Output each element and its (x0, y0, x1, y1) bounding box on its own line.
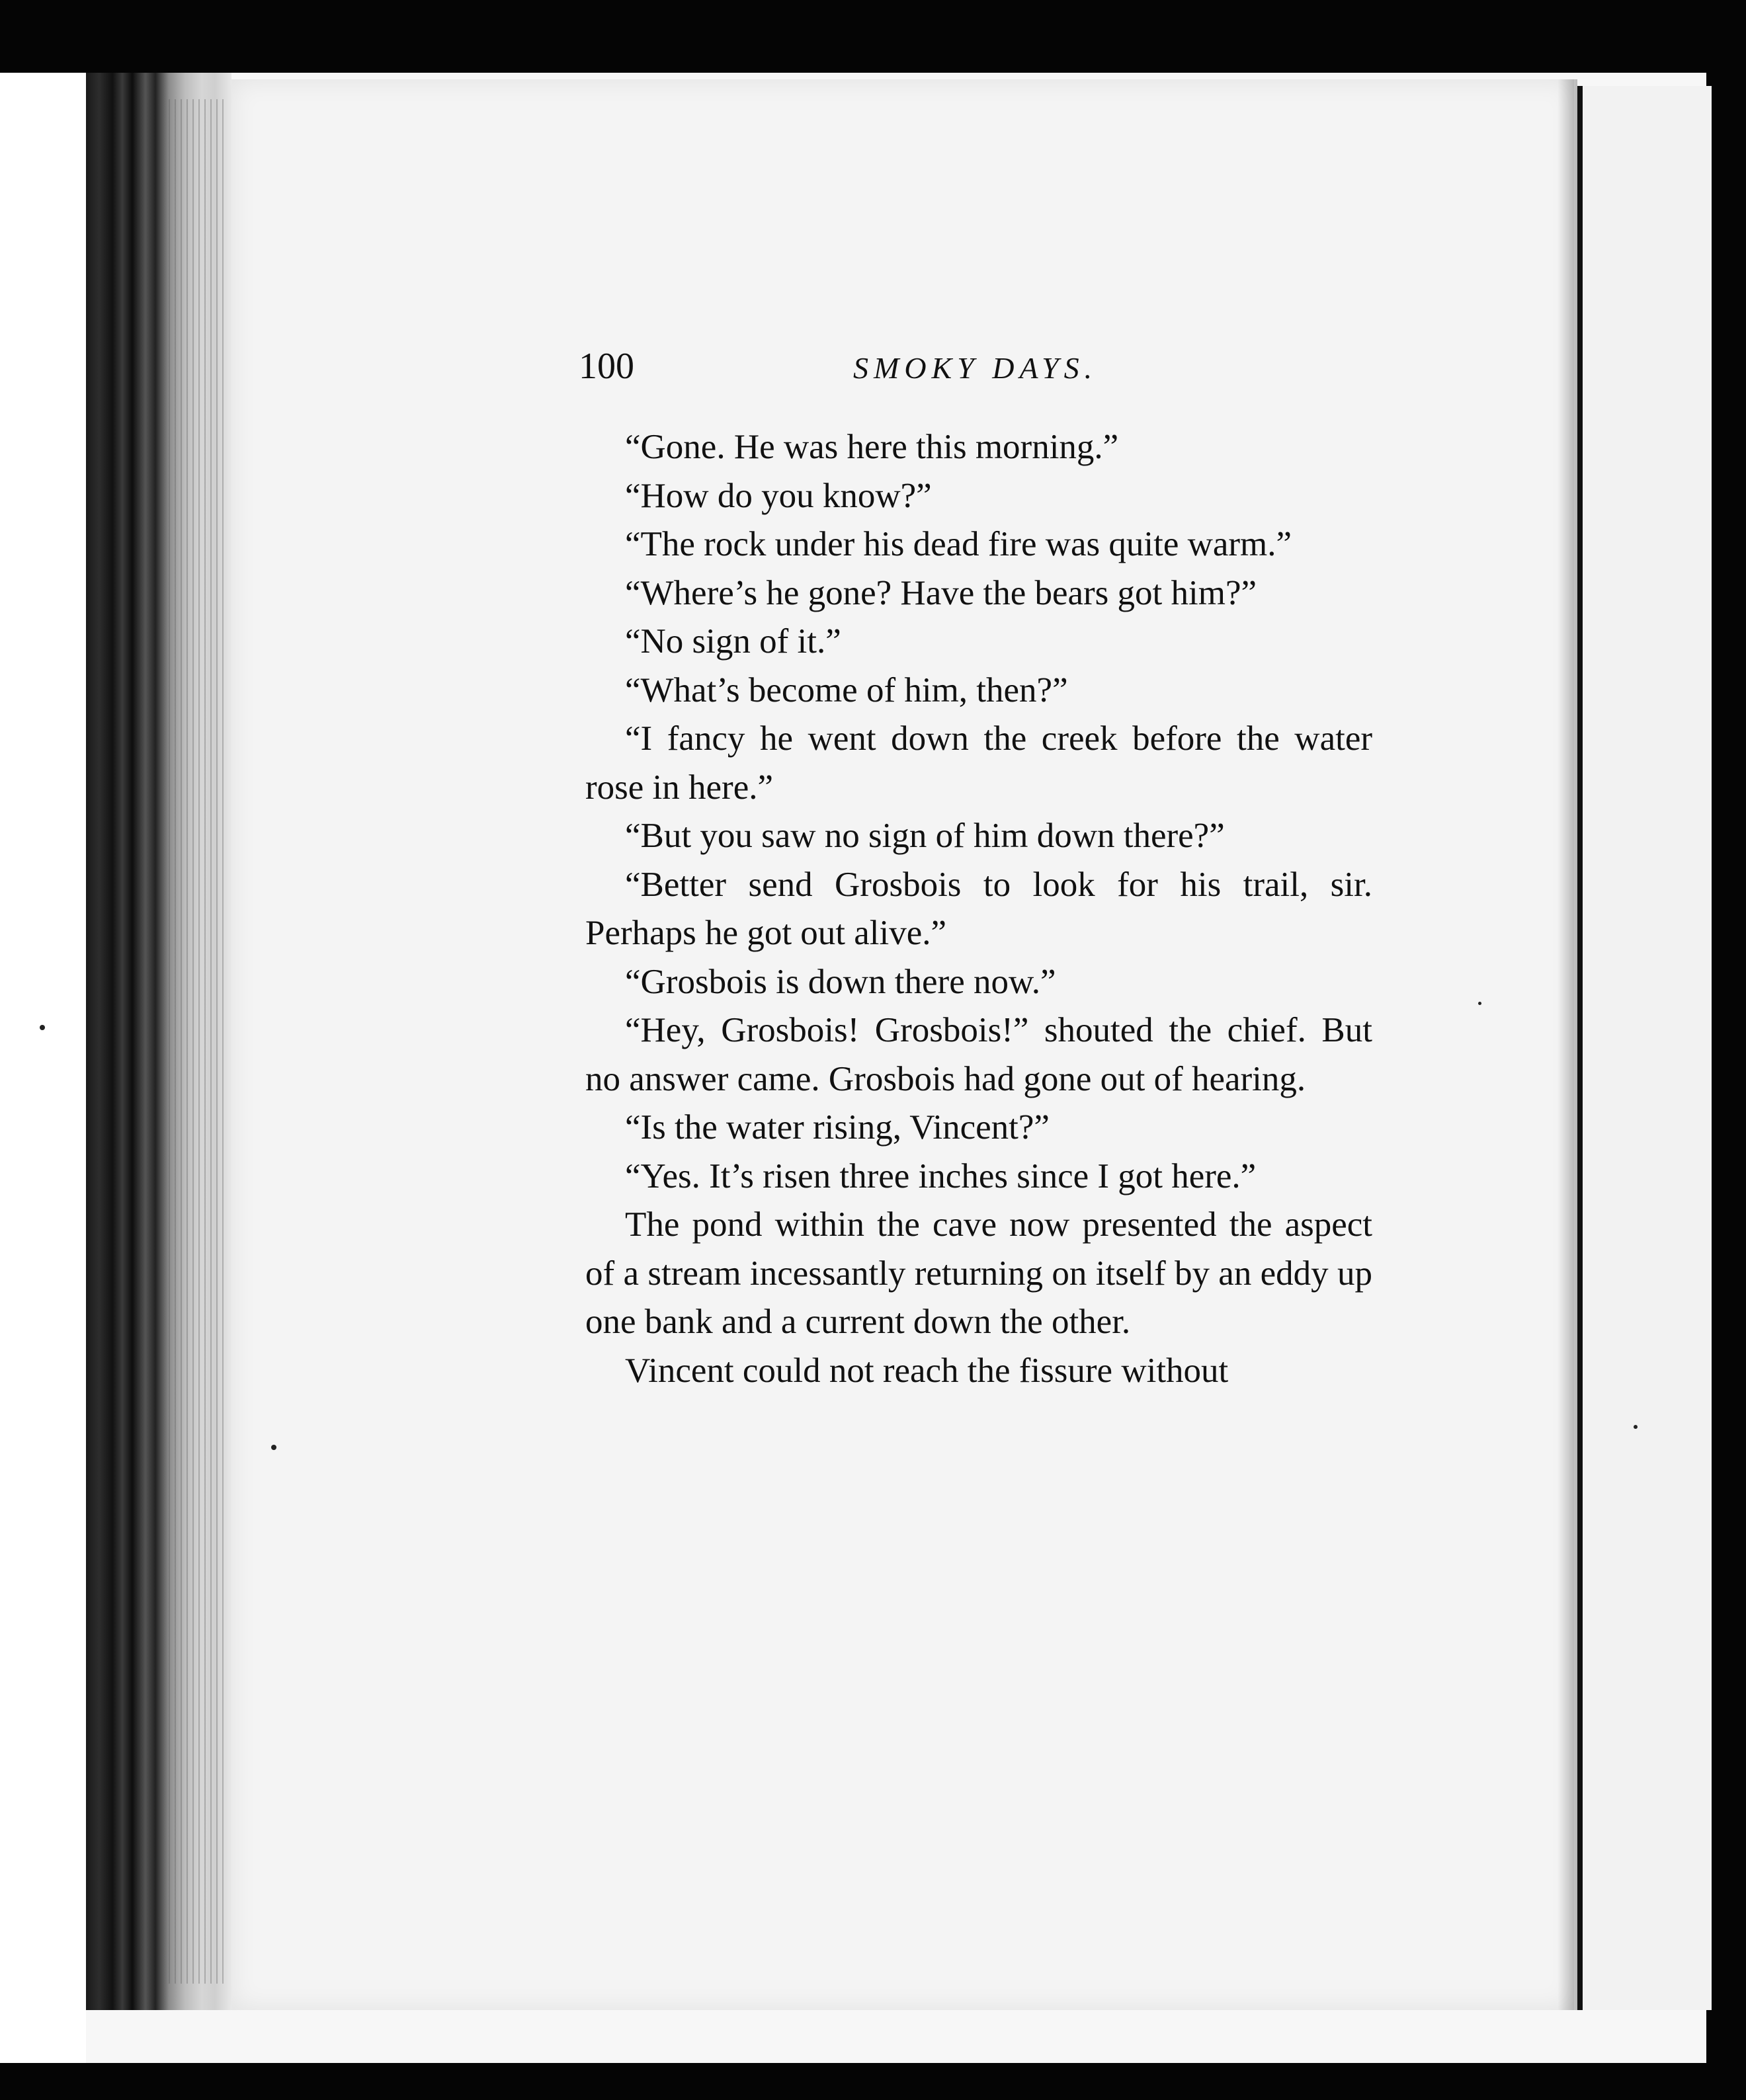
body-text (585, 423, 1372, 1395)
running-title: SMOKY DAYS. (853, 351, 1098, 385)
scan-speck (40, 1025, 45, 1030)
paragraph: “Where’s he gone? Have the bears got him?” (625, 573, 1257, 612)
scan-speck (271, 1445, 276, 1450)
scan-margin-left (0, 0, 86, 2100)
paragraph: “Gone. He was here this morning.” (625, 428, 1119, 466)
paragraph: “I fancy he went down the creek before the water rose in here.” (585, 719, 1372, 807)
paragraph: “What’s become of him, then?” (625, 670, 1068, 709)
scan-margin-bottom (0, 2063, 1746, 2100)
paragraph: “How do you know?” (625, 476, 932, 515)
scan-speck (1478, 1002, 1481, 1005)
paragraph: “Better send Grosbois to look for his trail, sir. Perhaps he got out alive.” (585, 865, 1372, 952)
paragraph: “The rock under his dead fire was quite warm.” (625, 525, 1292, 563)
paragraph: “Hey, Grosbois! Grosbois!” shouted the chief. But no answer came. Grosbois had gone out of hearing. (585, 1011, 1372, 1098)
paragraph: “Grosbois is down there now.” (625, 962, 1056, 1001)
paragraph: Vincent could not reach the fissure without (625, 1351, 1229, 1390)
scan-margin-right (1706, 0, 1746, 2100)
facing-page-edge (1577, 86, 1712, 2010)
page-number: 100 (579, 346, 634, 387)
scan-margin-top (0, 0, 1746, 73)
paragraph: The pond within the cave now presented the aspect of a stream incessantly returning on itself by an eddy up one bank and a current down the other. (585, 1205, 1372, 1341)
page-edges (169, 99, 228, 1984)
paragraph: “But you saw no sign of him down there?” (625, 817, 1225, 855)
gutter-shadow (1558, 79, 1577, 2010)
paragraph: “Is the water rising, Vincent?” (625, 1108, 1050, 1147)
scan-speck (1634, 1425, 1638, 1429)
paragraph: “Yes. It’s risen three inches since I got here.” (625, 1156, 1257, 1195)
paragraph: “No sign of it.” (625, 622, 841, 661)
